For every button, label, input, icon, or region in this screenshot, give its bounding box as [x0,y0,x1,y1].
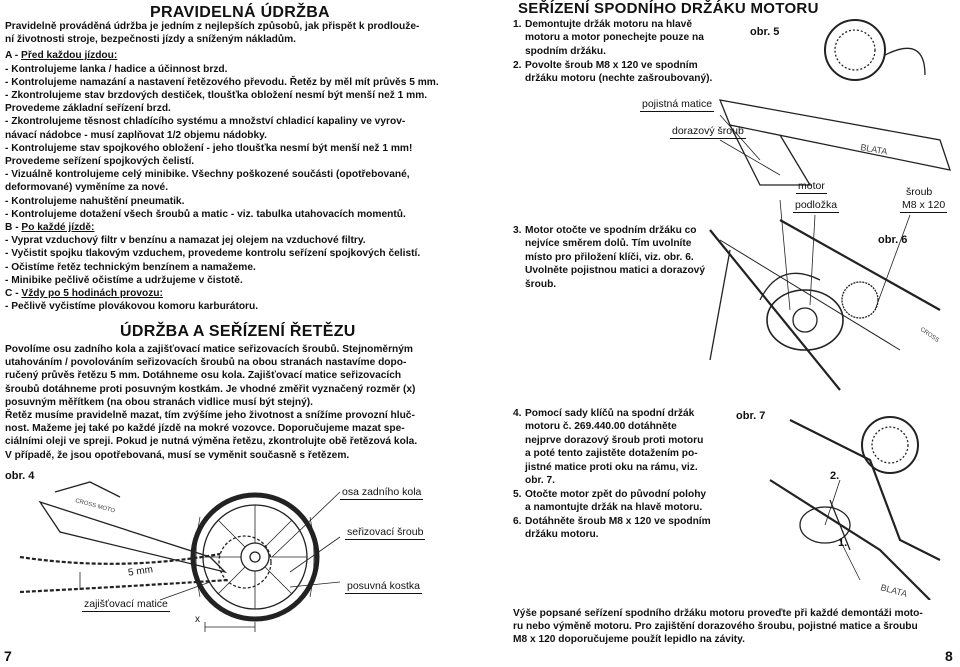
step-6: 6. Dotáhněte šroub M8 x 120 ve spodním držáku motoru. [513,516,711,541]
chain-line: utahováním / povolováním seřizovacích šroubů na obou stranách nastavíme dopo- [5,357,407,369]
section-a-line: Provedeme seřízení spojkových čelistí. [5,156,195,168]
callout-screw-size-6: M8 x 120 [902,199,946,211]
chain-title: ÚDRŽBA A SEŘÍZENÍ ŘETĚZU [120,323,356,340]
figure-4-label: obr. 4 [5,470,35,482]
section-b-line: - Očistíme řetěz technickým benzínem a namažeme. [5,261,256,273]
section-b-heading: B - Po každé jízdě: [5,222,95,234]
intro-line: Pravidelně prováděná údržba je jedním z nejlepších způsobů, jak přispět k prodlouže- [5,21,420,32]
figure-5-label: obr. 5 [750,26,780,38]
chain-line: šroubů dotáhneme proti posuvným kostkám. Je vhodné změřit vyznačený rozměr (x) [5,383,416,395]
svg-text:CROSS MOTO: CROSS MOTO [74,498,116,515]
marker-1: 1. [838,537,848,549]
svg-text:BLATA: BLATA [859,142,889,157]
section-b-line: - Vyprat vzduchový filtr v benzínu a namazat jej olejem na vzduchové filtry. [5,235,366,247]
right-page [480,0,960,667]
chain-line: Povolíme osu zadního kola a zajišťovací matice seřizovacích šroubů. Stejnoměrným [5,344,413,355]
callout-axle: osa zadního kola [342,486,422,498]
step-2: 2. Povolte šroub M8 x 120 ve spodním držáku motoru (nechte zašroubovaný). [513,60,713,85]
callout-lock-nut-5: pojistná matice [642,98,713,110]
section-a-line: - Kontrolujeme dotažení všech šroubů a matic - viz. tabulka utahovacích momentů. [5,208,406,220]
figure-5-6 [480,10,960,400]
step-5: 5. Otočte motor zpět do původní polohy a namontujte držák na hlavě motoru. [513,489,707,514]
section-c-heading: C - Vždy po 5 hodinách provozu: [5,288,163,300]
step-3: 3. Motor otočte ve spodním držáku co nejvíce směrem dolů. Tím uvolníte místo pro přiložení klíči, viz. obr. 6. Uvolněte pojistnou matici a dorazový šroub. [513,225,706,290]
section-a-line: - Zkontrolujeme stav brzdových destiček, tloušťka obložení nesmí být menší než 1 mm. [5,90,428,102]
engine-mount-title: SEŘÍZENÍ SPODNÍHO DRŽÁKU MOTORU [518,0,819,17]
callout-slider: posuvná kostka [347,580,420,592]
chain-line: ciálními oleji ve spreji. Pokud je nutná výměna řetězu, zkontrolujte obě řetězová kola. [5,436,418,448]
intro-line: ní životnosti stroje, bezpečnosti jízdy a sníženým nákladům. [5,34,296,46]
chain-line: posuvným měřítkem (na obou stranách vidlice musí být stejný). [5,396,313,408]
section-a-line: - Zkontrolujeme těsnost chladícího systému a množství chladicí kapaliny ve vyrov- [5,116,406,128]
callout-screw-6: šroub [906,186,933,198]
chain-line: Řetěz musíme pravidelně mazat, tím zvýšíme jeho životnost a snížíme provozní hluč- [5,410,415,422]
chain-line: ručený průvěs řetězu 5 mm. Dotáhneme osu kola. Zajišťovací matice seřizovacích [5,370,402,382]
step-4: 4. Pomocí sady klíčů na spodní držák motoru č. 269.440.00 dotáhněte nejprve dorazový šroub proti motoru a poté tento zajistěte dotažením po- jistné matice proti oku na rámu, viz. obr. 7. [513,408,704,487]
callout-stop-screw-5: dorazový šroub [672,125,744,137]
sag-dimension: 5 mm [127,564,154,579]
callout-adjust-screw: seřizovací šroub [347,526,424,538]
section-a-line: Provedeme základní seřízení brzd. [5,103,171,115]
chain-line: V případě, že jsou opotřebovaná, musí se vyměnit současně s řetězem. [5,449,350,461]
svg-text:BLATA: BLATA [879,582,909,599]
section-a-line: deformované) vyměníme za nové. [5,182,169,194]
chain-line: nost. Mažeme jej také po každé jízdě na mokré vozovce. Doporučujeme mazat spe- [5,423,405,435]
section-b-line: - Minibike pečlivě očistíme a udržujeme v čistotě. [5,274,243,286]
section-a-line: - Kontrolujeme lanka / hadice a účinnost brzd. [5,63,228,75]
section-a-heading: A - Před každou jízdou: [5,50,118,62]
section-a-line: - Vizuálně kontrolujeme celý minibike. Všechny poškozené součásti (opotřebované, [5,169,410,181]
maintenance-text [5,20,475,313]
engine-mount-closeup-drawing [730,400,960,600]
maintenance-title: PRAVIDELNÁ ÚDRŽBA [150,4,330,21]
callout-pad-6: podložka [795,199,838,211]
marker-2: 2. [830,470,840,482]
section-a-line: - Kontrolujeme namazání a nastavení řetězového převodu. Řetěz by měl mít průvěs 5 mm. [5,76,439,88]
footer-line: ru nebo výměně motoru. Pro zajištění dorazového šroubu, pojistné matice a šroubu [513,621,918,633]
page-number-left: 7 [4,648,12,664]
section-a-line: návací nádobce - musí zaplňovat 1/2 objemu nádobky. [5,129,267,141]
section-a-line: - Kontrolujeme nahuštění pneumatik. [5,195,185,207]
callout-lock-nut: zajišťovací matice [84,598,168,610]
svg-text:CROSS: CROSS [918,326,940,344]
section-a-line: - Kontrolujeme stav spojkového obložení - jeho tloušťka nesmí být menší než 1 mm! [5,142,413,154]
section-b-line: - Vyčistit spojku tlakovým vzduchem, provedeme kontrolu seřízení spojkových čelistí. [5,248,421,260]
chain-text [5,343,475,462]
x-dimension: x [195,614,200,625]
callout-motor-6: motor [798,180,825,192]
page-number-right: 8 [945,648,953,664]
figure-4 [0,462,480,642]
mount-footer-text [513,607,953,647]
engine-frame-drawing [480,10,960,400]
footer-line: M8 x 120 doporučujeme použít lepidlo na závity. [513,634,745,646]
step-1: 1. Demontujte držák motoru na hlavě motoru a motor ponechejte pouze na spodním držáku. [513,19,704,57]
figure-7 [730,400,960,600]
footer-line: Výše popsané seřízení spodního držáku motoru proveďte při každé demontáži moto- [513,608,923,619]
figure-6-label: obr. 6 [878,234,908,246]
figure-7-label: obr. 7 [736,410,766,422]
section-c-line: - Pečlivě vyčistíme plovákovou komoru karburátoru. [5,301,259,313]
